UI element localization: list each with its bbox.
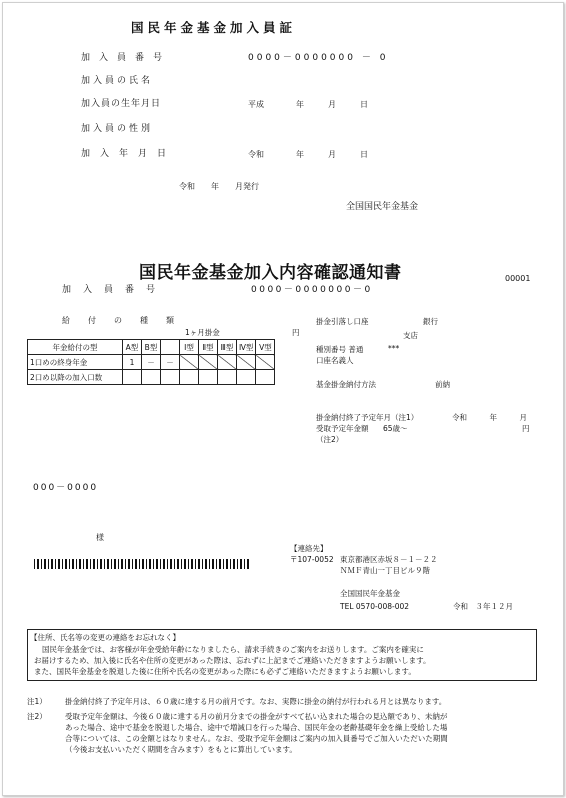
table-cell-empty [218, 370, 237, 385]
reminder-line: また、国民年金基金を脱退した後に住所や氏名の変更があった際にも必ずご連絡いただきますようお願いします。 [34, 667, 416, 676]
pension-amount-label: 受取予定年金額 [316, 424, 369, 433]
contact-tel: TEL 0570-008-002 [340, 602, 410, 611]
table-cell: 1口めの終身年金 [28, 355, 123, 370]
table-cell: 1 [123, 355, 142, 370]
table-header: Ⅰ型 [180, 340, 199, 355]
table-cell: 2口め以降の加入口数 [28, 370, 123, 385]
table-header: 年金給付の型 [28, 340, 123, 355]
notice-doc-number: 00001 [505, 274, 531, 283]
table-cell-empty [237, 370, 256, 385]
contact-address-2: ＮＭＦ青山一丁目ビル９階 [340, 566, 430, 575]
table-row [28, 370, 275, 385]
account-holder-label: 口座名義人 [316, 356, 354, 365]
card-value-join-date: 令和 年 月 日 [248, 150, 368, 159]
card-label-member-number: 加入員番号 [81, 53, 172, 63]
payment-method-value: 前納 [435, 380, 450, 389]
card-issued-date: 令和 年 月発行 [179, 182, 259, 191]
table-cell-empty [218, 355, 237, 370]
card-value-member-number: 0000－0000000 － 0 [248, 53, 389, 63]
table-row [28, 355, 275, 370]
table-cell [142, 370, 161, 385]
reminder-line: 国民年金基金では、お客様が年金受給年齢になりましたら、請求手続きのご案内をお送りします。ご案内を確実に [42, 645, 424, 654]
card-value-birthdate: 平成 年 月 日 [248, 100, 368, 109]
recipient-postal-code: 000－0000 [33, 483, 99, 493]
note-line: 掛金納付終了予定年月は、６０歳に達する月の前月です。なお、実際に掛金の納付が行われる月とは異なります。 [65, 697, 447, 706]
reminder-line: お届けするため、加入後に氏名や住所の変更があった際は、忘れずに上記までご連絡いただきますようお願いします。 [34, 656, 431, 665]
branch-suffix: 支店 [403, 331, 418, 340]
document-page [2, 2, 564, 796]
table-cell-empty [199, 355, 218, 370]
payment-method-label: 基金掛金納付方法 [316, 380, 376, 389]
card-label-join-date: 加入年月日 [81, 149, 177, 159]
notice-member-label: 加入員番号 [62, 285, 168, 295]
card-label-name: 加入員の氏名 [81, 76, 154, 86]
notice-title: 国民年金基金加入内容確認通知書 [139, 263, 402, 283]
table-header: A型 [123, 340, 142, 355]
note-line: 受取予定年金額は、今後６０歳に達する月の前月分までの掛金がすべて払い込まれた場合の見込額であり、未納が [65, 712, 448, 721]
table-cell: － [142, 355, 161, 370]
note-mark: 注2） [27, 712, 47, 721]
payment-end-label: 掛金納付終了予定年月（注1） [316, 413, 419, 422]
table-header: B型 [142, 340, 161, 355]
table-cell-empty [180, 370, 199, 385]
contact-address-1: 東京都港区赤坂８－１－２２ [340, 555, 438, 564]
table-cell-empty [256, 370, 275, 385]
table-cell: － [161, 355, 180, 370]
pension-yen: 円 [522, 424, 530, 433]
note-mark: 注1） [27, 697, 47, 706]
table-cell [123, 370, 142, 385]
note2-reference: （注2） [316, 435, 344, 444]
postal-barcode [34, 559, 249, 569]
note-line: （今後お支払いいただく期間を含みます）をもとに算出しています。 [65, 745, 297, 754]
benefit-table [27, 339, 275, 385]
table-cell-empty [256, 355, 275, 370]
monthly-premium-yen: 円 [292, 328, 300, 337]
pension-age: 65歳～ [383, 424, 408, 433]
account-type-value: *** [388, 344, 400, 353]
account-type-label: 種別番号 普通 [316, 345, 364, 354]
note-line: 合等については、この金額とはなりません。なお、受取予定年金額はご案内の加入員番号でご加入いただいた期間 [65, 734, 448, 743]
bank-suffix: 銀行 [423, 317, 438, 326]
benefit-type-label: 給付の種類 [62, 316, 192, 325]
table-header [161, 340, 180, 355]
contact-org: 全国国民年金基金 [340, 589, 400, 598]
contact-date: 令和 ３年１２月 [453, 602, 513, 611]
table-header: Ⅲ型 [218, 340, 237, 355]
table-header-row [28, 340, 275, 355]
card-issuer: 全国国民年金基金 [346, 202, 419, 212]
note-line: あった場合、途中で基金を脱退した場合、途中で増減口を行った場合、国民年金の老齢基礎年金を繰上受給した場 [65, 723, 448, 732]
contact-postal: 〒107-0052 [290, 555, 334, 564]
reminder-box [27, 629, 537, 681]
card-label-birthdate: 加入員の生年月日 [81, 99, 162, 109]
payment-end-value: 令和 年 月 [452, 413, 527, 422]
table-cell-empty [180, 355, 199, 370]
table-header: Ⅱ型 [199, 340, 218, 355]
card-title: 国民年金基金加入員証 [131, 20, 297, 35]
reminder-title: 【住所、氏名等の変更の連絡をお忘れなく】 [30, 633, 180, 642]
card-label-gender: 加入員の性別 [81, 124, 154, 134]
table-cell-empty [199, 370, 218, 385]
monthly-premium-label: 1ヶ月掛金 [185, 328, 220, 337]
bank-account-label: 掛金引落し口座 [316, 317, 369, 326]
table-cell [161, 370, 180, 385]
notice-member-number: 0000－0000000－0 [251, 285, 373, 295]
table-cell-empty [237, 355, 256, 370]
contact-heading: 【連絡先】 [290, 544, 328, 553]
table-header: Ⅴ型 [256, 340, 275, 355]
table-header: Ⅳ型 [237, 340, 256, 355]
recipient-honorific: 様 [96, 533, 104, 542]
